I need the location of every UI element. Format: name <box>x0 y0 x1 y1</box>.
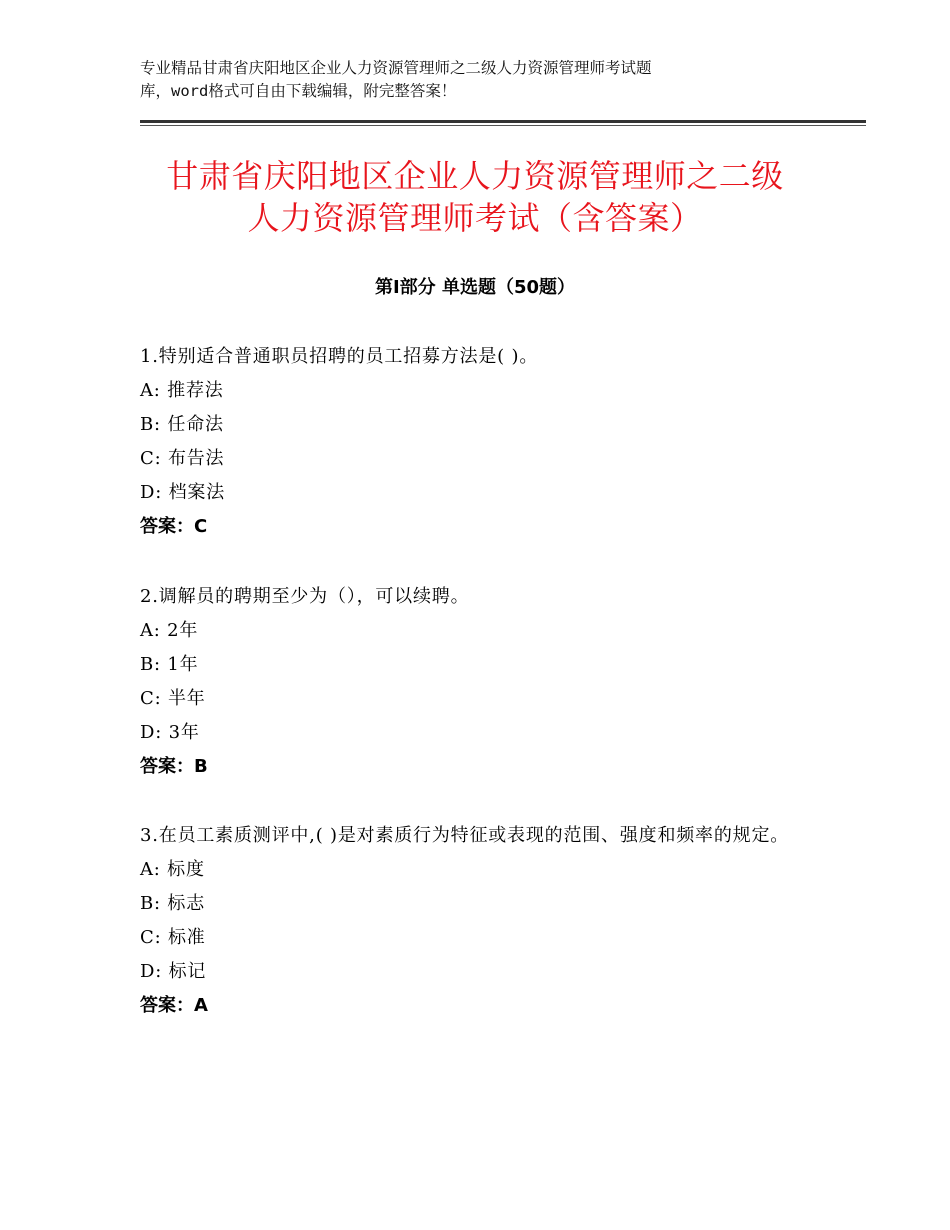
option-d: D: 标记 <box>140 961 207 982</box>
question-stem: 1.特别适合普通职员招聘的员工招募方法是( )。 <box>140 346 539 367</box>
document-title-line-1: 甘肃省庆阳地区企业人力资源管理师之二级 <box>166 157 784 195</box>
option-d: D: 3年 <box>140 722 200 743</box>
question-stem: 2.调解员的聘期至少为（），可以续聘。 <box>140 586 470 607</box>
answer: 答案：C <box>140 516 208 537</box>
option-c: C: 布告法 <box>140 448 225 469</box>
question-stem: 3.在员工素质测评中,( )是对素质行为特征或表现的范围、强度和频率的规定。 <box>140 825 790 846</box>
question-2 <box>140 580 810 784</box>
option-c: C: 半年 <box>140 688 206 709</box>
header-divider-thin <box>140 125 866 126</box>
header-note-line-2: 库，word格式可自由下载编辑，附完整答案！ <box>140 82 457 100</box>
question-1 <box>140 340 810 544</box>
option-d: D: 档案法 <box>140 482 226 503</box>
option-a: A: 推荐法 <box>140 380 224 401</box>
option-a: A: 标度 <box>140 859 205 880</box>
document-title-line-2: 人力资源管理师考试（含答案） <box>247 199 703 237</box>
document-title <box>140 155 810 239</box>
option-c: C: 标准 <box>140 927 206 948</box>
option-b: B: 标志 <box>140 893 206 914</box>
answer: 答案：B <box>140 756 208 777</box>
header-divider-thick <box>140 120 866 123</box>
header-note <box>140 57 780 103</box>
section-title: 第Ⅰ部分 单选题（50题） <box>374 277 575 298</box>
question-3 <box>140 819 810 1023</box>
option-a: A: 2年 <box>140 620 199 641</box>
header-note-line-1: 专业精品甘肃省庆阳地区企业人力资源管理师之二级人力资源管理师考试题 <box>140 59 652 77</box>
answer: 答案：A <box>140 995 208 1016</box>
option-b: B: 1年 <box>140 654 199 675</box>
option-b: B: 任命法 <box>140 414 224 435</box>
